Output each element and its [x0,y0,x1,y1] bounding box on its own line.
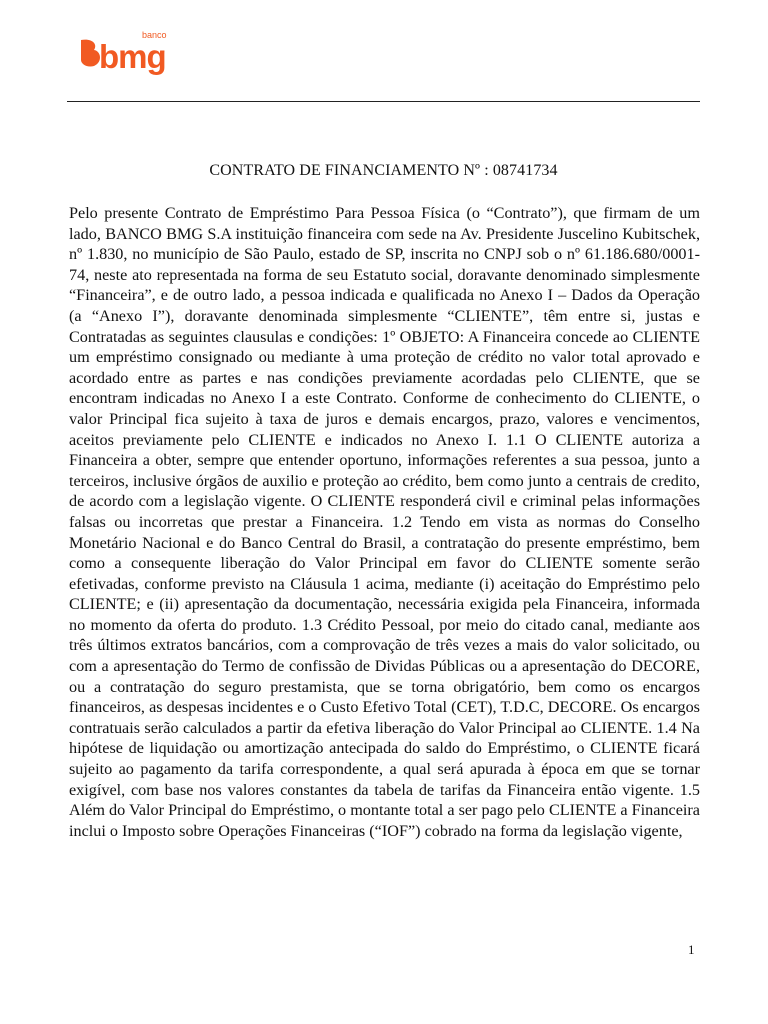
logo-main-text: bmg [99,38,166,75]
contract-title: CONTRATO DE FINANCIAMENTO Nº : 08741734 [209,162,558,179]
page-number: 1 [688,942,695,957]
bmg-logo-mark [78,28,198,78]
contract-body: Pelo presente Contrato de Empréstimo Para Pessoa Física (o “Contrato”), que firmam de um lado, BANCO BMG S.A instituição financeira com sede na Av. Presidente Juscelino Kubitschek, nº 1.830, no município de São Paulo, estado de SP, inscrita no CNPJ sob o nº 61.186.680/0001-74, neste ato representada na forma de seu Estatuto social, doravante denominado simplesmente “Financeira”, e de outro lado, a pessoa indicada e qualificada no Anexo I – Dados da Operação (a “Anexo I”), doravante denominada simplesmente “CLIENTE”, têm entre si, justas e Contratadas as seguintes clausulas e condições: 1º OBJETO: A Financeira concede ao CLIENTE um empréstimo consignado ou mediante à uma proteção de crédito no valor total aprovado e acordado entre as partes e nas condições previamente acordadas pelo CLIENTE, que se encontram indicadas no Anexo I a este Contrato. Conforme de conhecimento do CLIENTE, o valor Principal fica sujeito à taxa de juros e demais encargos, prazo, valores e vencimentos, aceitos previamente pelo CLIENTE e indicados no Anexo I. 1.1 O CLIENTE autoriza a Financeira a obter, sempre que entender oportuno, informações referentes a sua pessoa, junto a terceiros, inclusive órgãos de auxilio e proteção ao crédito, bem como junto a centrais de credito, de acordo com a legislação vigente. O CLIENTE responderá civil e criminal pelas informações falsas ou incorretas que prestar a Financeira. 1.2 Tendo em vista as normas do Conselho Monetário Nacional e do Banco Central do Brasil, a contratação do presente empréstimo, bem como a consequente liberação do Valor Principal em favor do CLIENTE somente serão efetivadas, conforme previsto na Cláusula 1 acima, mediante (i) aceitação do Empréstimo pelo CLIENTE; e (ii) apresentação da documentação, necessária exigida pela Financeira, informada no momento da oferta do produto. 1.3 Crédito Pessoal, por meio do citado canal, mediante aos três últimos extratos bancários, com a comprovação de três vezes a mais do valor solicitado, ou com a apresentação do Termo de confissão de Dividas Públicas ou a apresentação do DECORE, ou a contratação do seguro prestamista, que se torna obrigatório, bem como os encargos financeiros, as despesas incidentes e o Custo Efetivo Total (CET), T.D.C, DECORE. Os encargos contratuais serão calculados a partir da efetiva liberação do Valor Principal ao CLIENTE. 1.4 Na hipótese de liquidação ou amortização antecipada do saldo do Empréstimo, o CLIENTE ficará sujeito ao pagamento da tarifa correspondente, a qual será apurada à época em que se tornar exigível, com base nos valores constantes da tabela de tarifas da Financeira então vigente. 1.5 Além do Valor Principal do Empréstimo, o montante total a ser pago pelo CLIENTE a Financeira inclui o Imposto sobre Operações Financeiras (“IOF”) cobrado na forma da legislação vigente, [69,204,700,840]
bmg-logo [78,28,198,78]
logo-small-text: banco [142,30,167,40]
header-divider [67,101,700,102]
bmg-swoosh-icon [81,40,100,67]
